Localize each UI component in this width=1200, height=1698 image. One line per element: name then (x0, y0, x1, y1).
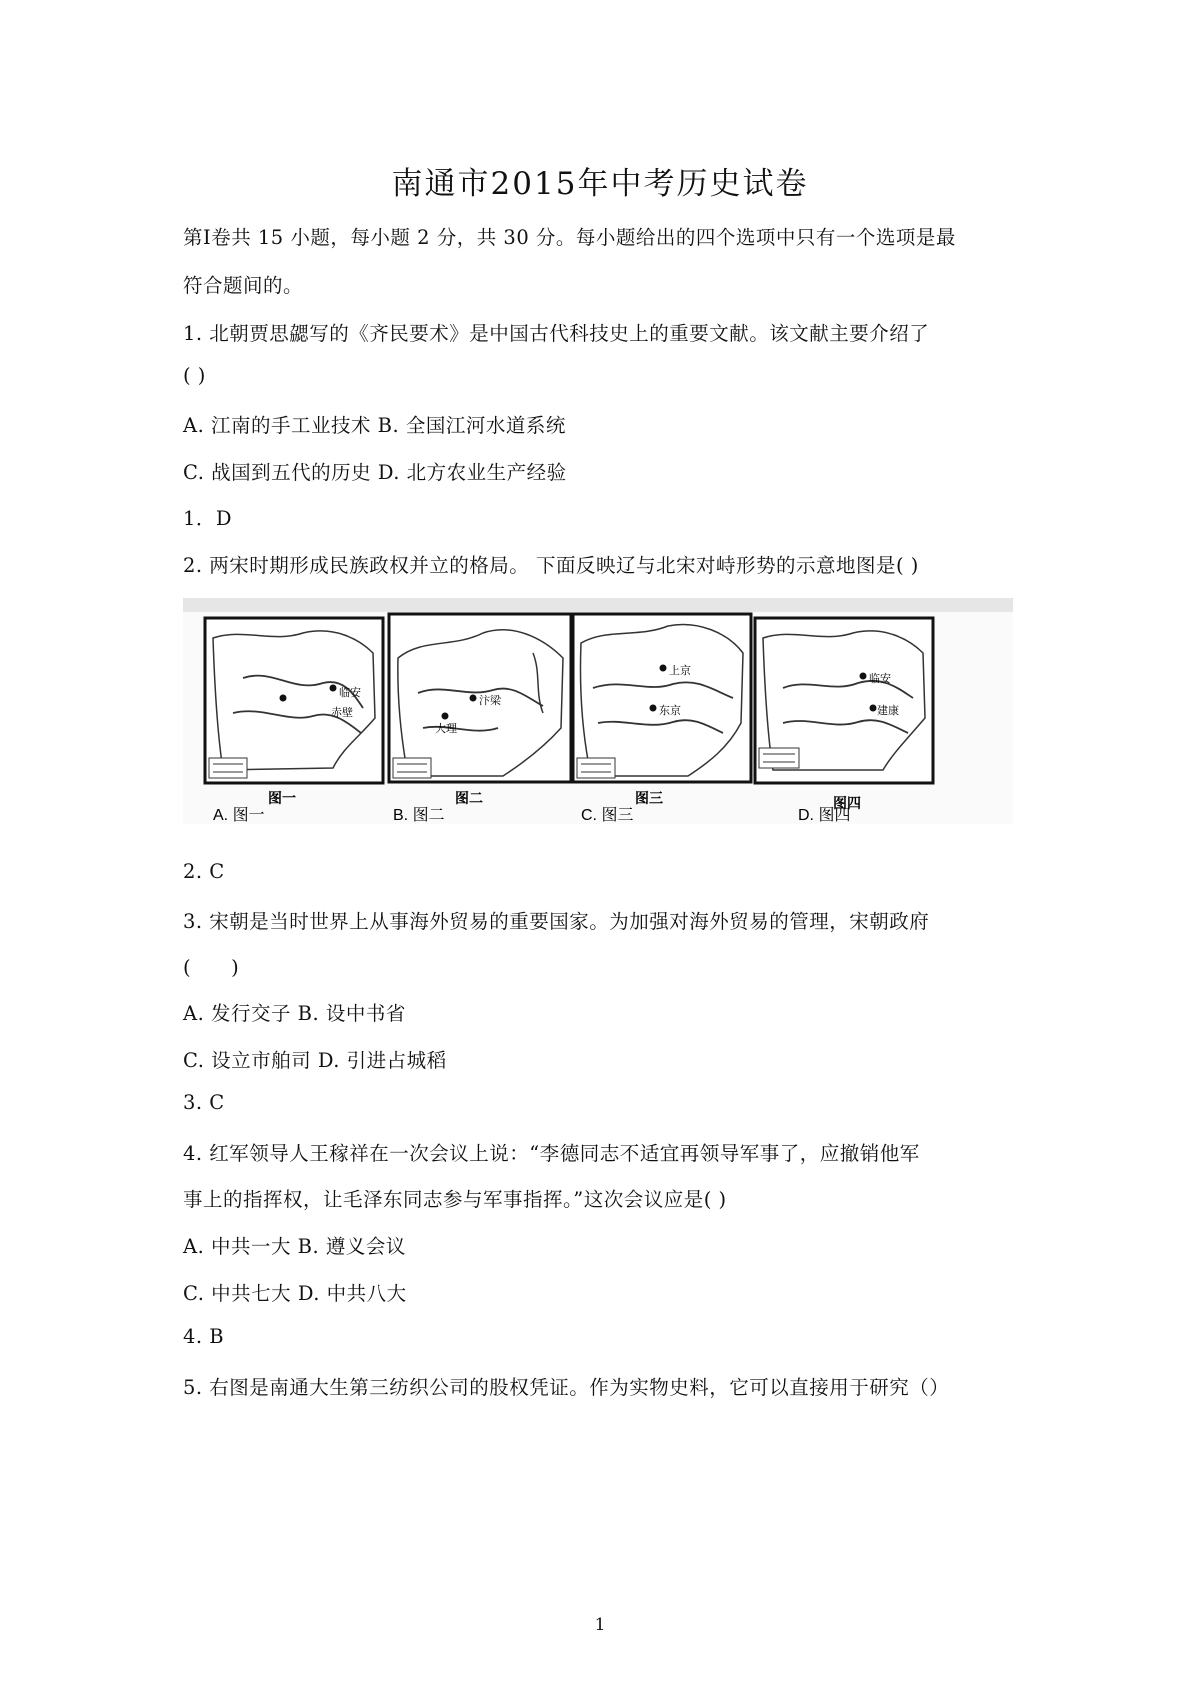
map-panel-2 (389, 614, 571, 824)
map-2-caption: 图二 (455, 790, 483, 806)
q2-answer: 2. C (183, 860, 225, 883)
q1-option-line-1: A. 江南的手工业技术 B. 全国江河水道系统 (183, 414, 566, 437)
map-figure (183, 598, 1013, 824)
q1-stem-line-1: 1. 北朝贾思勰写的《齐民要术》是中国古代科技史上的重要文献。该文献主要介绍了 (183, 322, 930, 345)
q4-stem-line-1: 4. 红军领导人王稼祥在一次会议上说：“李德同志不适宜再领导军事了，应撤销他军 (183, 1142, 920, 1165)
q4-stem-line-2: 事上的指挥权，让毛泽东同志参与军事指挥。”这次会议应是( ) (183, 1188, 727, 1211)
q5-stem-line-1: 5. 右图是南通大生第三纺织公司的股权凭证。作为实物史料，它可以直接用于研究（） (183, 1376, 950, 1399)
map-3-caption: 图三 (635, 790, 663, 806)
map-2-label-2: 大理 (435, 723, 457, 735)
q4-option-line-1: A. 中共一大 B. 遵义会议 (183, 1235, 406, 1258)
q3-stem-line-1: 3. 宋朝是当时世界上从事海外贸易的重要国家。为加强对海外贸易的管理，宋朝政府 (183, 910, 930, 933)
q4-answer: 4. B (183, 1325, 225, 1348)
map-3-label-1: 上京 (669, 665, 691, 677)
map-4-caption: 图四 (833, 795, 861, 811)
map-2-option: B. 图二 (393, 807, 445, 824)
map-4-label-2: 建康 (877, 705, 899, 717)
q1-stem-line-2: ( ) (183, 364, 206, 387)
map-3-label-2: 东京 (659, 705, 681, 717)
map-3-option: C. 图三 (581, 807, 634, 824)
map-1-option: A. 图一 (213, 807, 265, 824)
map-4-label-1: 临安 (869, 673, 891, 685)
q3-option-line-1: A. 发行交子 B. 设中书省 (183, 1002, 406, 1025)
q4-option-line-2: C. 中共七大 D. 中共八大 (183, 1282, 407, 1305)
page-title: 南通市2015年中考历史试卷 (391, 166, 809, 202)
map-1-label-1: 临安 (339, 687, 361, 699)
map-panel-4 (755, 618, 933, 824)
q3-stem-line-2: ( ) (183, 956, 240, 979)
map-4-option: D. 图四 (798, 807, 851, 824)
intro-line-2: 符合题间的。 (183, 274, 304, 297)
map-panel-3 (573, 614, 751, 824)
intro-line-1: 第Ⅰ卷共 15 小题，每小题 2 分，共 30 分。每小题给出的四个选项中只有一个选项是最 (183, 226, 956, 249)
q2-stem-line-1: 2. 两宋时期形成民族政权并立的格局。 下面反映辽与北宋对峙形势的示意地图是( ) (183, 554, 919, 577)
q3-option-line-2: C. 设立市舶司 D. 引进占城稻 (183, 1049, 447, 1072)
map-panel-1 (205, 618, 383, 824)
page-number: 1 (594, 1615, 606, 1635)
map-1-label-2: 赤壁 (331, 707, 353, 719)
map-2-label-1: 汴梁 (479, 695, 501, 707)
q3-answer: 3. C (183, 1091, 225, 1114)
q1-answer: 1．D (183, 507, 233, 530)
map-1-caption: 图一 (268, 790, 296, 806)
q1-option-line-2: C. 战国到五代的历史 D. 北方农业生产经验 (183, 461, 567, 484)
